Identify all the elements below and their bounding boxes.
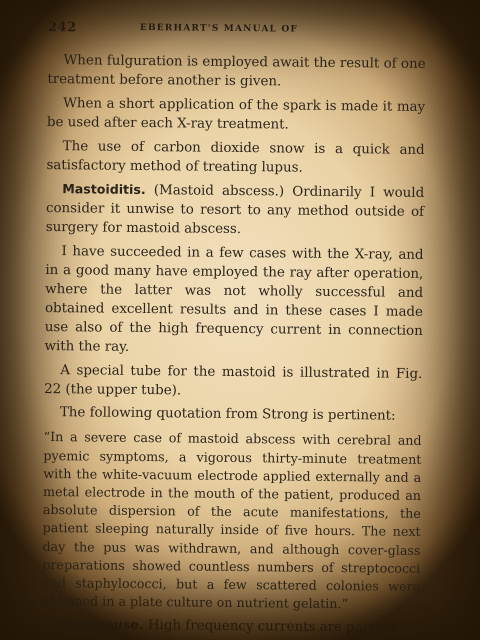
paragraph-strong-intro bbox=[44, 404, 422, 427]
paragraph-spark bbox=[47, 95, 425, 137]
paragraph-text: I have succeeded in a few cases with the X-ray, and in a good many have employed the ray after operation, where the latter was not wholly successful and obtained excellent results and in these cases I made use also of the high frequency current in connection with the ray. bbox=[44, 244, 424, 355]
quotation-text: “In a severe case of mastoid abscess with cerebral and pyemic symptoms, a vigorous thirty-minute treatment with the white-vacuum electrode applied externally and a metal electrode in the mouth of the patient, produced an absolute dispersion of the acute manifestations, the patient sleeping naturally inside of five hours. The next day the pus was withdrawn, and although cover-glass preparations showed countless numbers of streptococci and staphylococci, but a few scattered colonies were obtained in a plate culture on nutrient gelatin.” bbox=[41, 429, 422, 612]
paragraph-strong-quotation bbox=[42, 428, 422, 614]
section-heading-menopause: Menopause. bbox=[57, 616, 144, 633]
paragraph-special-tube bbox=[44, 362, 422, 404]
paragraph-text: When fulguration is employed await the result of one treatment before another is given. bbox=[47, 53, 426, 90]
paragraph-text: High frequency currents are particu- bbox=[143, 618, 400, 637]
section-heading-mastoiditis: Mastoiditis. bbox=[62, 181, 146, 198]
running-head-title: EBERHART'S MANUAL OF bbox=[139, 22, 299, 35]
paragraph-xray-cases bbox=[44, 243, 423, 360]
paragraph-text: When a short application of the spark is made it may be used after each X-ray treatment. bbox=[46, 95, 426, 133]
running-head bbox=[48, 20, 426, 42]
paragraph-text: The use of carbon dioxide snow is a quick and satisfactory method of treating lupus. bbox=[46, 138, 425, 176]
paragraph-text: A special tube for the mastoid is illustrated in Fig. 22 (the upper tube). bbox=[44, 362, 423, 398]
paragraph-mastoiditis bbox=[46, 180, 425, 242]
paragraph-fulguration bbox=[47, 52, 425, 94]
paragraph-text: (Mastoid abscess.) Ordinarily I would consider it unwise to resort to any method outside of surgery for mastoid abscess. bbox=[45, 183, 425, 238]
page-number: 242 bbox=[47, 20, 77, 36]
book-page bbox=[41, 20, 426, 637]
paragraph-menopause bbox=[42, 615, 420, 639]
paragraph-text: The following quotation from Strong is pertinent: bbox=[59, 405, 396, 425]
paragraph-carbon-dioxide bbox=[46, 138, 424, 180]
